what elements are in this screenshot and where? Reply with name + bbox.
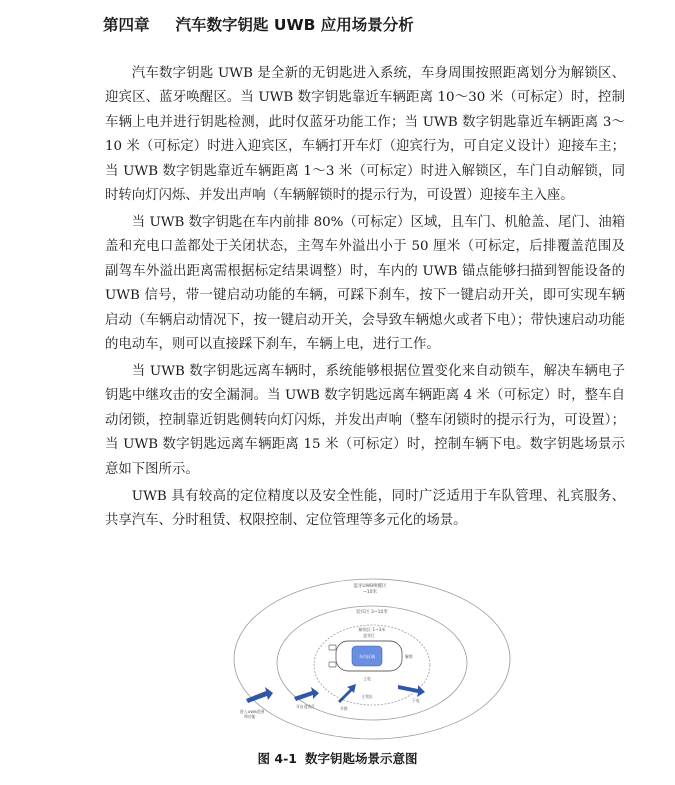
chapter-number: 第四章	[103, 16, 150, 34]
enter-label	[240, 709, 266, 719]
car-icon	[329, 641, 402, 671]
arrow-enter-icon	[246, 687, 273, 703]
figure-caption	[0, 749, 675, 767]
paragraph: 汽车数字钥匙 UWB 是全新的无钥匙进入系统，车身周围按照距离划分为解锁区、迎宾区、蓝牙唤醒区。当 UWB 数字钥匙靠近车辆距离 10～30 米（可标定）时，控制车辆上电并进行钥匙检测，此时仅蓝牙功能工作；当 UWB 数字钥匙靠近车辆距离 3～10 米（可标定）时进入迎宾区，车辆打开车灯（迎宾行为，可自定义设计）迎接车主；当 UWB 数字钥匙靠近车辆距离 1～3 米（可标定）时进入解锁区，车门自动解锁，同时转向灯闪烁、并发出声响（车辆解锁时的提示行为，可设置）迎接车主入座。	[105, 66, 625, 204]
caption-title: 数字钥匙场景示意图	[304, 751, 418, 766]
caption-number: 图 4-1	[257, 751, 297, 766]
powerdown-label: 下电	[412, 698, 420, 703]
car-label: 车内区域	[359, 654, 375, 659]
welcome-light-label: 迎宾灯	[363, 633, 375, 638]
arrows	[246, 684, 425, 703]
uwb-scene-figure	[232, 575, 518, 745]
zone-welcome-label: 迎宾区 3~10米	[356, 610, 388, 615]
zone-unlock-label: 解锁区 1~3米	[358, 627, 386, 632]
paragraph: 当 UWB 数字钥匙远离车辆时，系统能够根据位置变化来自动锁车，解决车辆电子钥匙中继攻击的安全漏洞。当 UWB 数字钥匙远离车辆距离 4 米（可标定）时，整车自动闭锁，控制靠近钥匙侧转向灯闪烁，并发出声响（整车闭锁时的提示行为，可设置）；当 UWB 数字钥匙远离车辆距离 15 米（可标定）时，控制车辆下电。数字钥匙场景示意如下图所示。	[105, 364, 625, 477]
arrow-welcome-icon	[294, 687, 319, 701]
enter-label-line2: 和功能	[244, 714, 256, 719]
uwb-scene-diagram	[232, 575, 518, 745]
open-label: 开锁	[340, 706, 348, 711]
unlock-label: 解锁	[405, 654, 413, 659]
paragraph: UWB 具有较高的定位精度以及安全性能，同时广泛适用于车队管理、礼宾服务、共享汽车、分时租赁、权限控制、定位管理等多元化的场景。	[105, 488, 625, 529]
paragraph: 当 UWB 数字钥匙在车内前排 80%（可标定）区域，且车门、机舱盖、尾门、油箱盖和充电口盖都处于关闭状态，主驾车外溢出小于 50 厘米（可标定，后排覆盖范围及副驾车外溢出距离需根据标定结果调整）时，车内的 UWB 锚点能够扫描到智能设备的 UWB 信号，带一键启动功能的车辆，可踩下刹车，按下一键启动开关，即可实现车辆启动（车辆启动情况下，按一键启动开关，会导致车辆熄火或者下电）；带快速启动功能的电动车，则可以直接踩下刹车，车辆上电，进行工作。	[105, 215, 625, 353]
chapter-heading	[103, 13, 414, 35]
main-driver-label: 主驾出	[361, 694, 373, 699]
enter-label-line1: 进入UWB范围	[240, 709, 265, 714]
open-lights-label: 开启迎宾灯	[296, 704, 315, 709]
arrow-powerdown-icon	[398, 685, 425, 697]
zone-bluetooth-label: 蓝牙UWB唤醒区	[353, 584, 387, 589]
body-text	[105, 62, 625, 536]
arrow-unlock-icon	[338, 684, 356, 703]
zone-bluetooth-range: ~10米	[363, 590, 377, 595]
startup-label: 上电	[363, 676, 371, 681]
chapter-title: 汽车数字钥匙 UWB 应用场景分析	[175, 16, 414, 34]
